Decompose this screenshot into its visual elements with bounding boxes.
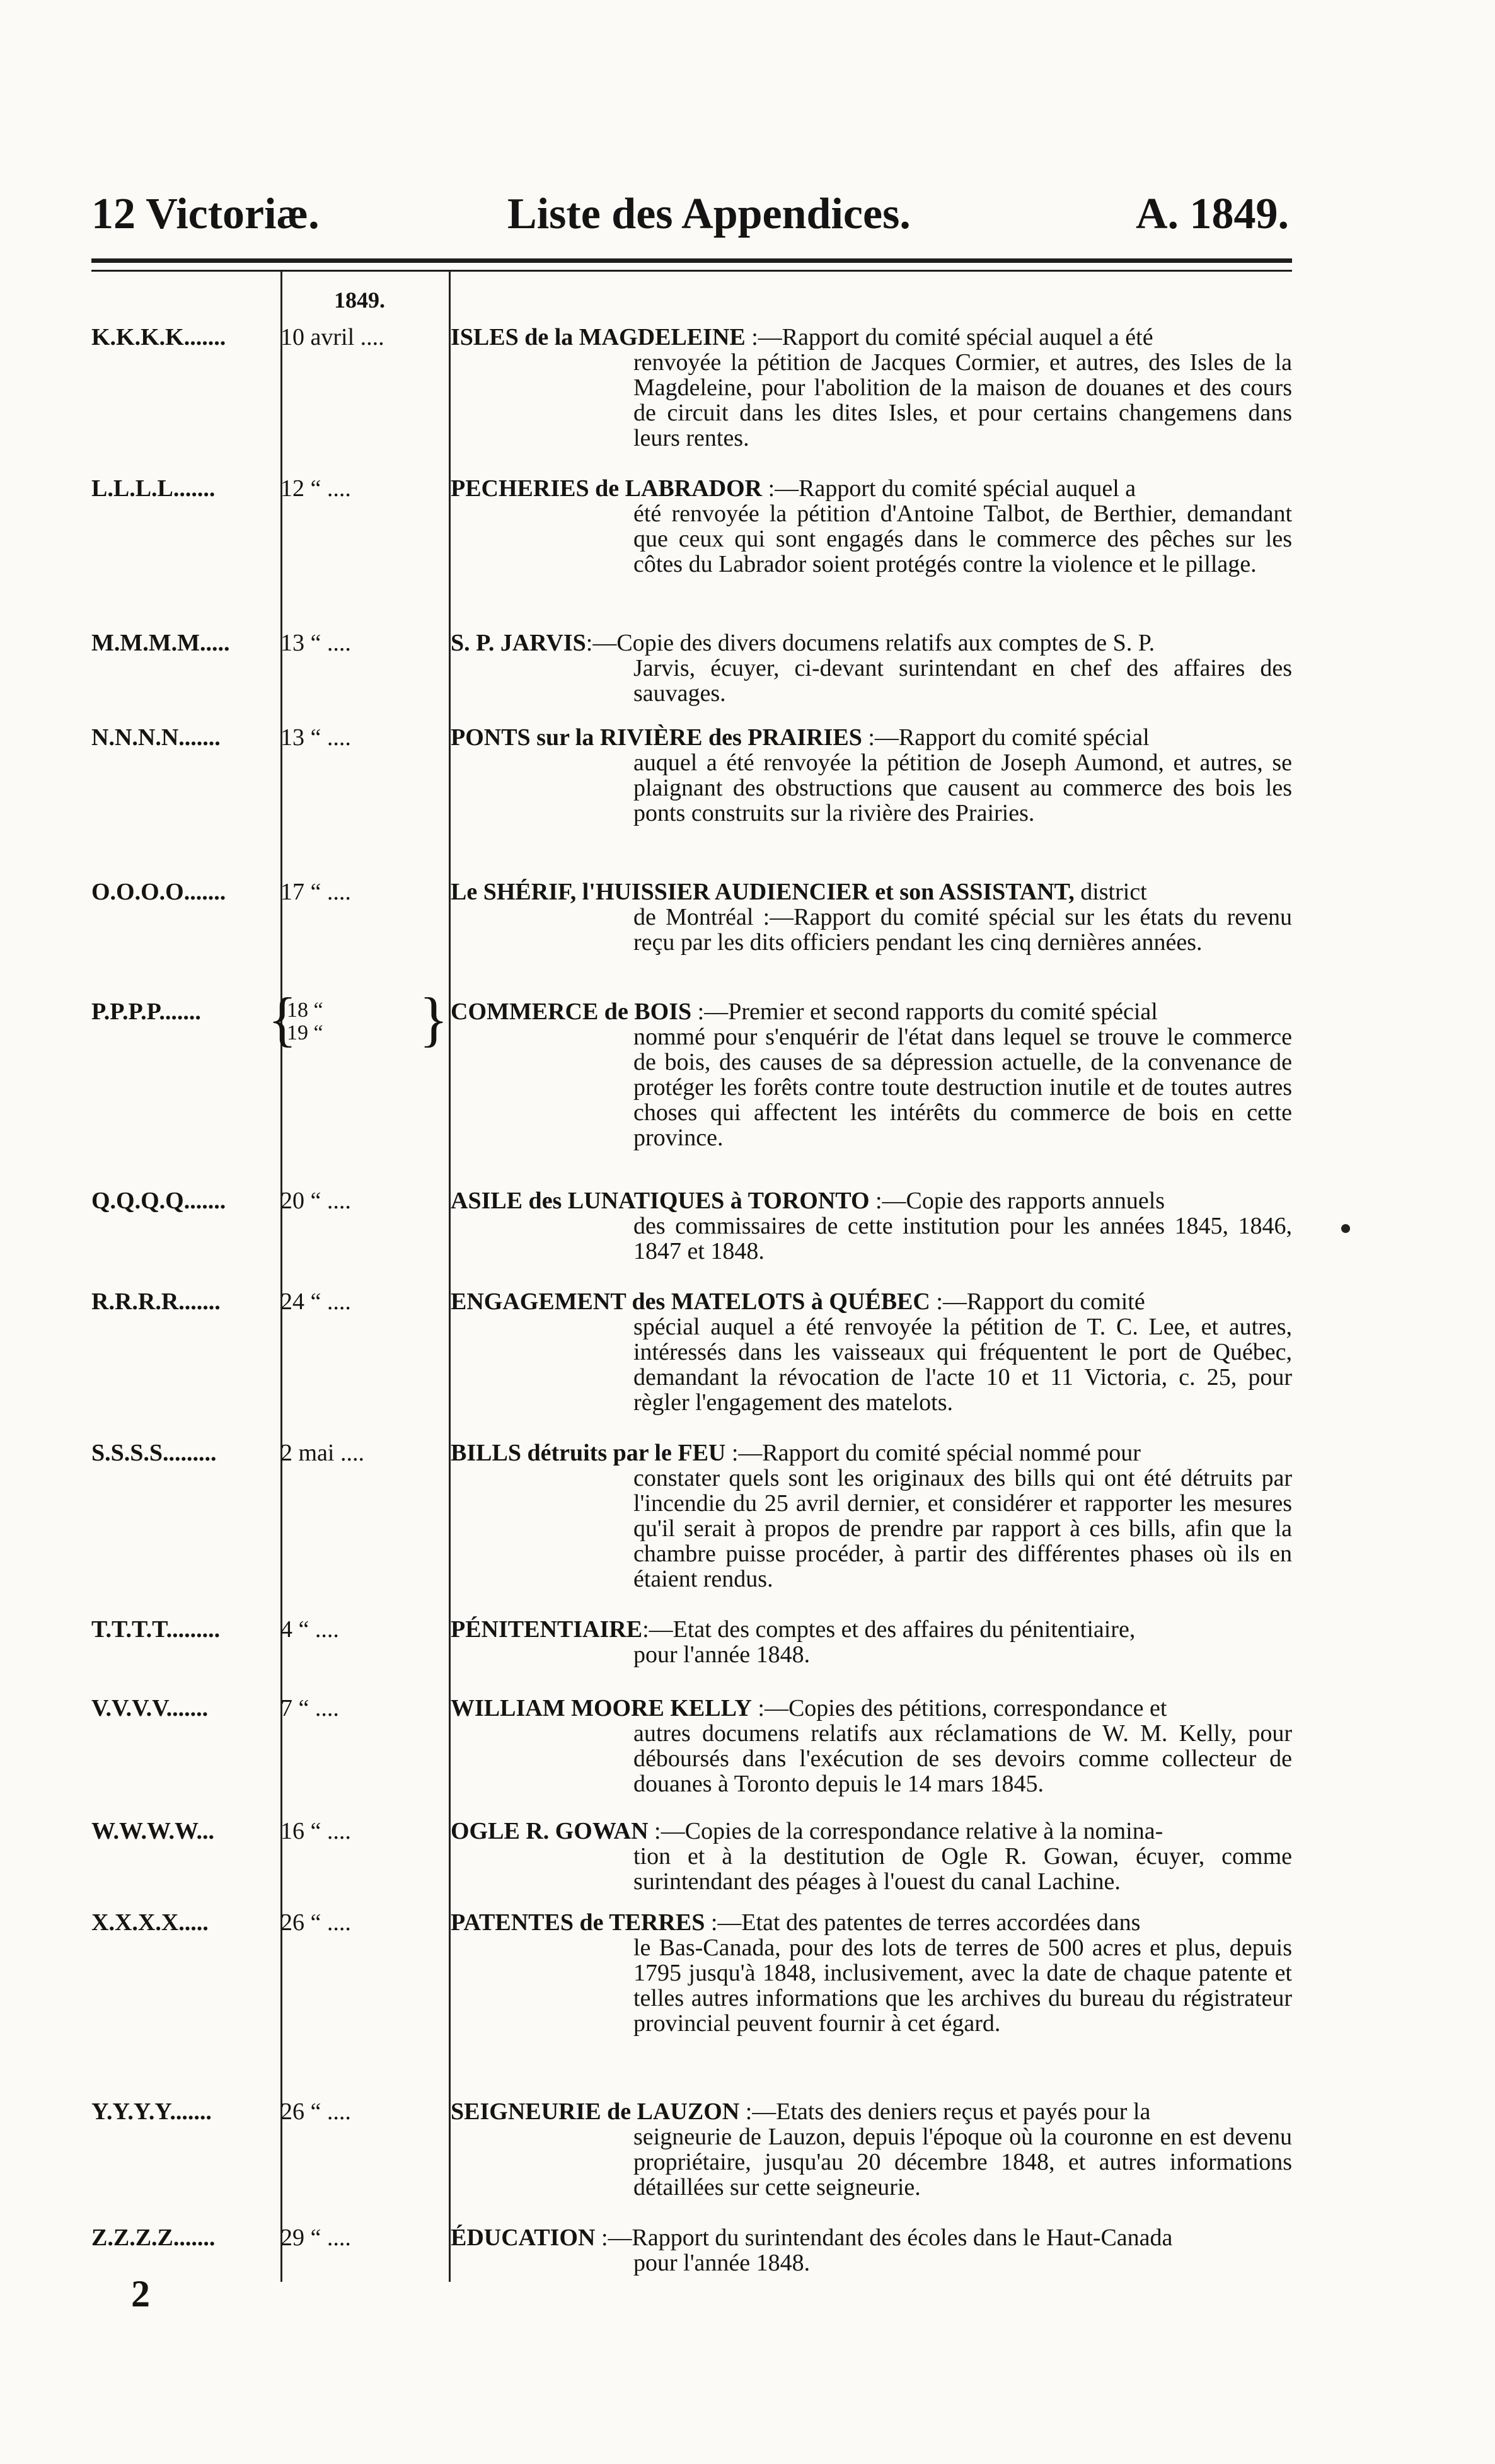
running-header: [91, 189, 1289, 246]
year-heading: 1849.: [334, 287, 385, 313]
header-rule-thin: [91, 270, 1292, 272]
appendix-date: 17 “ ....: [280, 879, 351, 905]
appendix-continuation: tion et à la destitution de Ogle R. Gowan, écuyer, comme surintendant des péages à l'ouest du canal Lachine.: [633, 1843, 1292, 1895]
header-title: Liste des Appendices.: [507, 190, 911, 238]
appendix-code: O.O.O.O.......: [91, 879, 226, 905]
appendix-subject: PÉNITENTIAIRE: [451, 1616, 643, 1643]
appendix-continuation: autres documens relatifs aux réclamations de W. M. Kelly, pour déboursés dans l'exécution de ses devoirs comme collecteur de douanes à Toronto depuis le 14 mars 1845.: [633, 1720, 1292, 1797]
appendix-title-line: [451, 879, 1292, 905]
appendix-date: 29 “ ....: [280, 2224, 351, 2251]
appendix-description: [451, 1440, 1292, 1592]
appendix-subject: WILLIAM MOORE KELLY: [451, 1695, 752, 1721]
appendix-first-line: :—Copies de la correspondance relative à la nomina-: [648, 1818, 1163, 1844]
appendix-subject: ENGAGEMENT des MATELOTS à QUÉBEC: [451, 1288, 930, 1315]
appendix-title-line: [451, 1910, 1292, 1935]
appendix-code: Y.Y.Y.Y.......: [91, 2098, 212, 2125]
appendix-title-line: [451, 1440, 1292, 1466]
header-session: 12 Victoriæ.: [91, 190, 320, 238]
appendix-continuation: seigneurie de Lauzon, depuis l'époque où la couronne en est devenu propriétaire, jusqu'au 20 décembre 1848, et autres informations détaillées sur cette seigneurie.: [633, 2124, 1292, 2201]
appendix-title-line: [451, 1617, 1292, 1642]
appendix-first-line: :—Rapport du comité: [930, 1288, 1145, 1315]
appendix-continuation: pour l'année 1848.: [633, 1641, 811, 1668]
appendix-first-line: :—Rapport du comité spécial auquel a été: [745, 324, 1153, 350]
appendix-code: S.S.S.S.........: [91, 1440, 217, 1466]
appendix-subject: ISLES de la MAGDELEINE: [451, 324, 746, 350]
appendix-title-line: [451, 1819, 1292, 1844]
appendix-date-range: [268, 985, 449, 1053]
appendix-title-line: [451, 325, 1292, 350]
appendix-first-line: :—Copies des pétitions, correspondance et: [751, 1695, 1167, 1721]
appendix-description: [451, 725, 1292, 826]
appendix-continuation: été renvoyée la pétition d'Antoine Talbot, de Berthier, demandant que ceux qui sont engagés dans le commerce des pêches sur les côtes du Labrador soient protégés contre la violence et le pillage.: [633, 500, 1292, 577]
appendix-title-line: [451, 476, 1292, 501]
appendix-date: 26 “ ....: [280, 1909, 351, 1936]
appendix-description: [451, 1188, 1292, 1264]
appendix-date: 24 “ ....: [280, 1288, 351, 1315]
appendix-subject: SEIGNEURIE de LAUZON: [451, 2098, 740, 2125]
appendix-date: 26 “ ....: [280, 2098, 351, 2125]
appendix-title-line: [451, 1696, 1292, 1721]
appendix-description: [451, 879, 1292, 955]
appendix-continuation: de Montréal :—Rapport du comité spécial sur les états du revenu reçu par les dits officiers pendant les cinq dernières années.: [633, 904, 1292, 956]
appendix-description: [451, 325, 1292, 451]
appendix-date: 7 “ ....: [280, 1695, 339, 1721]
appendix-subject: PATENTES de TERRES: [451, 1909, 705, 1936]
appendix-description: [451, 1910, 1292, 2036]
appendix-description: [451, 630, 1292, 706]
appendix-date: 2 mai ....: [280, 1440, 364, 1466]
appendix-first-line: :—Etat des comptes et des affaires du pénitentiaire,: [642, 1616, 1136, 1643]
appendix-continuation: auquel a été renvoyée la pétition de Joseph Aumond, et autres, se plaignant des obstructions que causent au commerce des bois les ponts construits sur la rivière des Prairies.: [633, 749, 1292, 826]
brace-right: }: [419, 985, 449, 1053]
appendix-first-line: :—Copie des rapports annuels: [869, 1188, 1165, 1214]
appendix-subject: ASILE des LUNATIQUES à TORONTO: [451, 1188, 870, 1214]
column-divider-left: [280, 271, 282, 2282]
appendix-code: V.V.V.V.......: [91, 1695, 209, 1721]
appendix-subject: Le SHÉRIF, l'HUISSIER AUDIENCIER et son ASSISTANT,: [451, 879, 1075, 905]
appendix-first-line: :—Rapport du comité spécial nommé pour: [725, 1440, 1141, 1466]
appendix-subject: BILLS détruits par le FEU: [451, 1440, 726, 1466]
appendix-code: R.R.R.R.......: [91, 1288, 221, 1315]
appendix-code: N.N.N.N.......: [91, 724, 221, 751]
appendix-title-line: [451, 630, 1292, 656]
appendix-date: 13 “ ....: [280, 724, 351, 751]
header-year: A. 1849.: [1135, 190, 1289, 238]
appendix-date: 19 “: [287, 1021, 323, 1044]
appendix-continuation: renvoyée la pétition de Jacques Cormier, et autres, des Isles de la Magdeleine, pour l'abolition de la maison de douanes et des cours de circuit dans les dites Isles, et pour certains changemens dans leurs rentes.: [633, 349, 1292, 451]
appendix-continuation: le Bas-Canada, pour des lots de terres de 500 acres et plus, depuis 1795 jusqu'à 1848, inclusivement, avec la date de chaque patente et telles autres informations que les archives du bureau du régistrateur provincial peuvent fournir à cet égard.: [633, 1935, 1292, 2037]
appendix-continuation: nommé pour s'enquérir de l'état dans lequel se trouve le commerce de bois, des causes de sa dépression actuelle, de la convenance de protéger les forêts contre toute destruction inutile et de toutes autres choses qui affectent les intérêts du commerce de bois en cette province.: [633, 1024, 1292, 1151]
appendix-title-line: [451, 725, 1292, 750]
appendix-code: P.P.P.P.......: [91, 998, 201, 1025]
appendix-subject: PONTS sur la RIVIÈRE des PRAIRIES: [451, 724, 862, 751]
appendix-title-line: [451, 2099, 1292, 2124]
appendix-description: [451, 1819, 1292, 1894]
appendix-date: 13 “ ....: [280, 630, 351, 656]
appendix-description: [451, 1696, 1292, 1796]
appendix-first-line: :—Rapport du surintendant des écoles dans le Haut-Canada: [595, 2224, 1173, 2251]
header-rule-thick: [91, 258, 1292, 263]
appendix-date: 12 “ ....: [280, 475, 351, 502]
appendix-code: L.L.L.L.......: [91, 475, 216, 502]
appendix-date: 4 “ ....: [280, 1616, 339, 1643]
appendix-description: [451, 1289, 1292, 1415]
appendix-description: [451, 1617, 1292, 1667]
appendix-subject: ÉDUCATION: [451, 2224, 596, 2251]
ink-dot: [1341, 1224, 1350, 1233]
appendix-date: 18 “: [287, 998, 323, 1022]
brace-left: {: [268, 985, 297, 1053]
appendix-continuation: pour l'année 1848.: [633, 2250, 811, 2276]
appendix-subject: S. P. JARVIS: [451, 630, 586, 656]
appendix-first-line: :—Rapport du comité spécial auquel a: [762, 475, 1136, 502]
appendix-continuation: constater quels sont les originaux des bills qui ont été détruits par l'incendie du 25 avril dernier, et considérer et rapporter les mesures qu'il serait à propos de prendre par rapport à ces bills, afin que la chambre puisse procéder, à partir des différentes phases où ils en étaient rendus.: [633, 1465, 1292, 1592]
appendix-description: [451, 2225, 1292, 2276]
appendix-code: K.K.K.K.......: [91, 324, 226, 350]
appendix-code: Q.Q.Q.Q.......: [91, 1188, 226, 1214]
appendix-description: [451, 999, 1292, 1150]
appendix-code: Z.Z.Z.Z.......: [91, 2224, 216, 2251]
appendix-code: X.X.X.X.....: [91, 1909, 209, 1936]
appendix-subject: COMMERCE de BOIS: [451, 998, 692, 1025]
appendix-first-line: :—Etat des patentes de terres accordées dans: [705, 1909, 1141, 1936]
appendix-continuation: des commissaires de cette institution pour les années 1845, 1846, 1847 et 1848.: [633, 1213, 1292, 1264]
appendix-date: 10 avril ....: [280, 324, 384, 350]
appendix-subject: OGLE R. GOWAN: [451, 1818, 649, 1844]
appendix-code: T.T.T.T.........: [91, 1616, 221, 1643]
appendix-code: W.W.W.W...: [91, 1818, 215, 1844]
appendix-continuation: spécial auquel a été renvoyée la pétition de T. C. Lee, et autres, intéressés dans les vaisseaux qui fréquentent le port de Québec, demandant la révocation de l'acte 10 et 11 Victoria, c. 25, pour règler l'engagement des matelots.: [633, 1314, 1292, 1416]
appendix-first-line: :—Rapport du comité spécial: [862, 724, 1150, 751]
appendix-title-line: [451, 2225, 1292, 2250]
appendix-description: [451, 2099, 1292, 2200]
appendix-title-line: [451, 1289, 1292, 1314]
appendix-first-line: :—Premier et second rapports du comité spécial: [691, 998, 1158, 1025]
appendix-first-line: :—Copie des divers documens relatifs aux comptes de S. P.: [586, 630, 1155, 656]
appendix-title-line: [451, 999, 1292, 1024]
appendix-first-line: :—Etats des deniers reçus et payés pour la: [739, 2098, 1151, 2125]
appendix-subject: PECHERIES de LABRADOR: [451, 475, 763, 502]
appendix-continuation: Jarvis, écuyer, ci-devant surintendant en chef des affaires des sauvages.: [633, 655, 1292, 707]
appendix-title-line: [451, 1188, 1292, 1213]
appendix-date: 20 “ ....: [280, 1188, 351, 1214]
appendix-description: [451, 476, 1292, 577]
signature-mark: 2: [131, 2273, 150, 2315]
appendix-code: M.M.M.M.....: [91, 630, 230, 656]
appendix-first-line: district: [1074, 879, 1147, 905]
appendix-date: 16 “ ....: [280, 1818, 351, 1844]
